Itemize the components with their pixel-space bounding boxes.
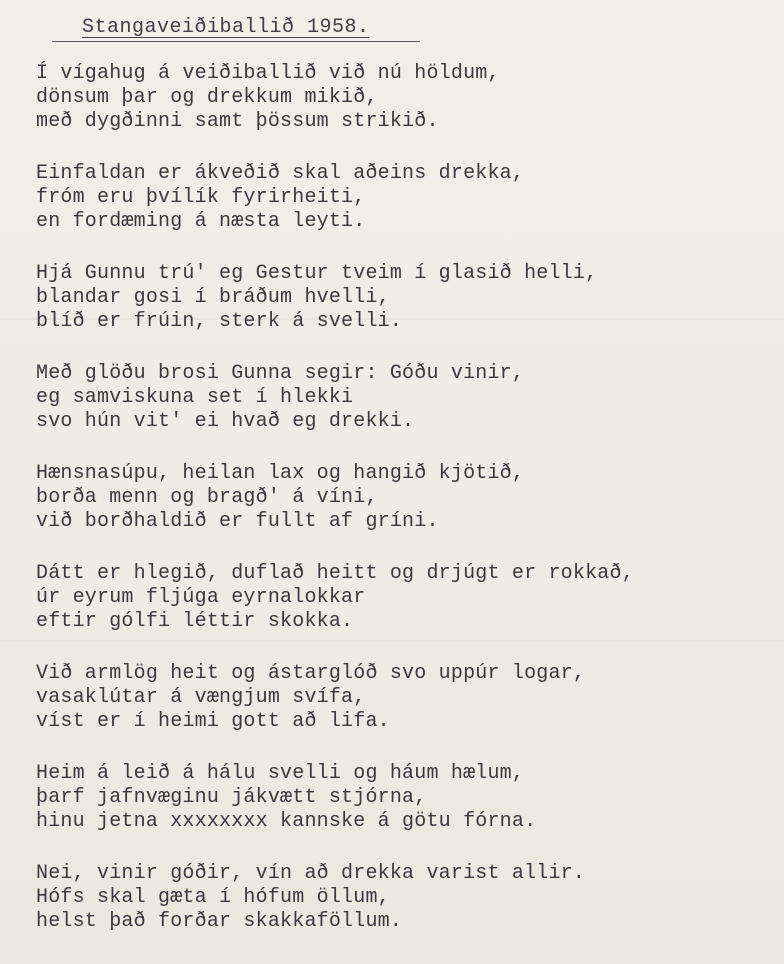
poem-line: eftir gólfi léttir skokka. xyxy=(36,610,354,633)
poem-line: Hjá Gunnu trú' eg Gestur tveim í glasið helli, xyxy=(36,262,598,285)
poem-line: eg samviskuna set í hlekki xyxy=(36,386,354,409)
poem-line: Dátt er hlegið, duflað heitt og drjúgt er rokkað, xyxy=(36,562,634,585)
poem-line: Við armlög heit og ástarglóð svo uppúr logar, xyxy=(36,662,586,685)
stanza xyxy=(36,562,776,634)
stanza xyxy=(36,662,776,734)
poem-line: fróm eru þvílík fyrirheiti, xyxy=(36,186,366,209)
poem-line: blandar gosi í bráðum hvelli, xyxy=(36,286,390,309)
poem-line: við borðhaldið er fullt af gríni. xyxy=(36,510,439,533)
poem-line: Einfaldan er ákveðið skal aðeins drekka, xyxy=(36,162,525,185)
stanza xyxy=(36,862,776,934)
poem-line: úr eyrum fljúga eyrnalokkar xyxy=(36,586,366,609)
poem-line: Með glöðu brosi Gunna segir: Góðu vinir, xyxy=(36,362,525,385)
poem-line: þarf jafnvæginu jákvætt stjórna, xyxy=(36,786,427,809)
poem-line: hinu jetna xxxxxxxx kannske á götu fórna. xyxy=(36,810,537,833)
poem-line: Hænsnasúpu, heilan lax og hangið kjötið, xyxy=(36,462,525,485)
poem-line: en fordæming á næsta leyti. xyxy=(36,210,366,233)
stanza xyxy=(36,62,776,134)
stanza xyxy=(36,762,776,834)
stanza xyxy=(36,262,776,334)
poem-line: Nei, vinir góðir, vín að drekka varist allir. xyxy=(36,862,586,885)
poem-line: Hófs skal gæta í hófum öllum, xyxy=(36,886,390,909)
poem-line: borða menn og bragð' á víni, xyxy=(36,486,378,509)
stanza xyxy=(36,362,776,434)
poem-title: Stangaveiðiballið 1958. xyxy=(82,16,370,39)
poem-line: helst það forðar skakkaföllum. xyxy=(36,910,403,933)
poem-line: vasaklútar á vængjum svífa, xyxy=(36,686,366,709)
poem-line: blíð er frúin, sterk á svelli. xyxy=(36,310,403,333)
poem-body xyxy=(36,62,776,962)
stanza xyxy=(36,162,776,234)
poem-line: víst er í heimi gott að lifa. xyxy=(36,710,390,733)
stanza xyxy=(36,462,776,534)
title-underline xyxy=(52,41,420,42)
poem-line: dönsum þar og drekkum mikið, xyxy=(36,86,378,109)
poem-line: með dygðinni samt þössum strikið. xyxy=(36,110,439,133)
poem-line: Í vígahug á veiðiballið við nú höldum, xyxy=(36,62,500,85)
poem-line: Heim á leið á hálu svelli og háum hælum, xyxy=(36,762,525,785)
poem-line: svo hún vit' ei hvað eg drekki. xyxy=(36,410,415,433)
